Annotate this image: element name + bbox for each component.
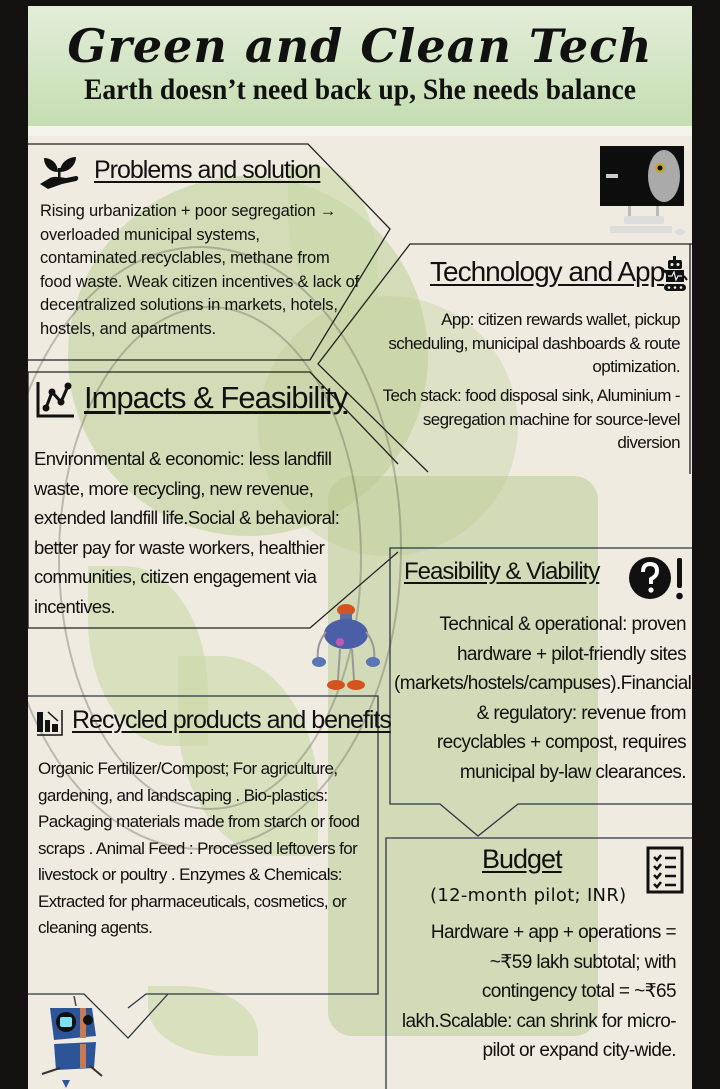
section-text-impacts: Environmental & economic: less landfill waste, more recycling, new revenue, extended landfill life.Social & behavioral: better pay for waste workers, healthier communities, citizen engagement via incentives. [34, 448, 340, 617]
page-title: Green and Clean Tech [67, 19, 653, 73]
section-text-technology-stack: Tech stack: food disposal sink, Aluminium - segregation machine for source-level diversion [382, 386, 680, 452]
question-exclamation-icon [628, 554, 690, 602]
panel-problems [28, 144, 368, 364]
feasibility-title-b: Viability [526, 558, 600, 585]
all-in-one-computer-image [598, 144, 688, 240]
checklist-icon [646, 846, 684, 894]
panel-feasibility [390, 548, 692, 838]
section-text-budget: Hardware + app + operations = ~₹59 lakh subtotal; with contingency total = ~₹65 lakh.Scalable: can shrink for micro-pilot or expand city-wide. [401, 922, 676, 1061]
feasibility-title-a: Feasibility [404, 558, 500, 585]
section-title-impacts: Impacts & Feasibility [84, 380, 348, 415]
section-text-technology-app: App: citizen rewards wallet, pickup scheduling, municipal dashboards & route optimization. [388, 310, 680, 376]
blue-robot-image [34, 996, 106, 1088]
panel-impacts [28, 372, 388, 634]
line-chart-icon [36, 380, 76, 420]
section-text-recycled: Organic Fertilizer/Compost; For agriculture, gardening, and landscaping . Bio-plastics: Packaging materials made from starch or food scraps . Animal Feed : Processed leftovers for livestock or poultry . Enzymes & Chemicals: Extracted for pharmaceuticals, cosmetics, or cleaning agents. [38, 759, 360, 937]
section-title-feasibility [404, 558, 599, 586]
robot-icon [662, 256, 688, 292]
infographic-page [28, 6, 692, 1089]
hand-plant-icon [38, 154, 82, 190]
bar-chart-icon [36, 708, 64, 736]
section-text-feasibility: Technical & operational: proven hardware + pilot-friendly sites (markets/hostels/campuses).Financial & regulatory: revenue from recyclables + compost, requires municipal by-law clearances. [394, 614, 692, 783]
budget-subtitle: (12-month pilot; INR) [430, 885, 627, 906]
section-title-recycled: Recycled products and benefits [72, 706, 391, 734]
robot-figure-image [310, 604, 382, 694]
panel-recycled [28, 696, 391, 1016]
panel-budget [386, 838, 692, 1089]
header-banner [28, 6, 692, 126]
section-title-technology: Technology and App [430, 256, 665, 287]
section-title-problems: Problems and solution [94, 156, 321, 184]
feasibility-title-amp: & [505, 558, 521, 585]
header-divider [28, 126, 692, 136]
section-title-budget: Budget [482, 844, 562, 874]
section-text-problems: Rising urbanization + poor segregation → overloaded municipal systems, contaminated recyclables, methane from food waste. Weak citizen incentives & lack of decentralized solutions in markets, hotels, hostels, and apartments. [40, 202, 360, 338]
page-subtitle: Earth doesn’t need back up, She needs balance [83, 73, 637, 106]
